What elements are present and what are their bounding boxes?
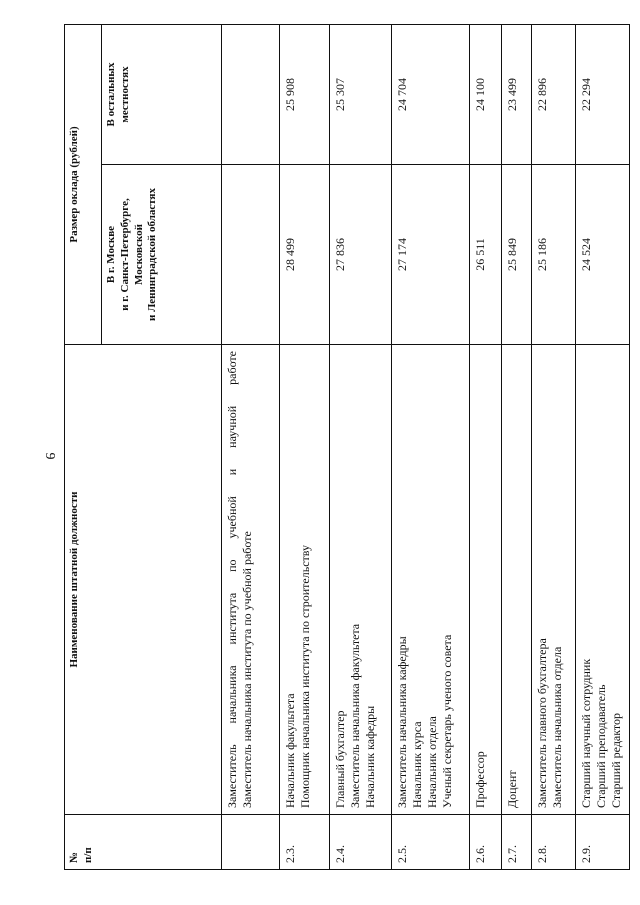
header-salary-moscow: В г. Москве и г. Санкт-Петербурге, Московской и Ленинградской областях (102, 165, 222, 345)
header-salary-group: Размер оклада (рублей) (65, 24, 102, 344)
header-position: Наименование штатной должности (65, 345, 222, 815)
salary-other: 25 908 (280, 24, 330, 164)
position-cell (532, 345, 576, 815)
table-row (330, 24, 392, 869)
row-number: 2.6. (470, 815, 502, 870)
salary-table (64, 24, 630, 870)
header-row-1 (65, 24, 102, 869)
position-name: Заместитель главного бухгалтера (535, 638, 549, 808)
position-name: Начальник курса (410, 721, 424, 808)
salary-moscow: 28 499 (280, 165, 330, 345)
position-name: Главный бухгалтер (333, 710, 347, 808)
row-number: 2.5. (392, 815, 470, 870)
position-cell (280, 345, 330, 815)
table-row (502, 24, 532, 869)
position-name: Заместитель начальника кафедры (395, 636, 409, 808)
position-name: Начальник кафедры (363, 705, 377, 808)
table-row (470, 24, 502, 869)
page-number: 9 (42, 452, 57, 460)
position-name: Заместитель начальника факультета (348, 623, 362, 808)
salary-other: 24 704 (392, 24, 470, 164)
position-name: Профессор (473, 751, 487, 808)
position-name: Доцент (505, 770, 519, 808)
position-name: Помощник начальника института по строительству (298, 544, 312, 808)
salary-other: 24 100 (470, 24, 502, 164)
position-name: Заместитель начальника института по учебной работе (240, 531, 254, 808)
position-name: Заместитель начальника отдела (550, 646, 564, 808)
salary-moscow: 26 511 (470, 165, 502, 345)
row-number: 2.4. (330, 815, 392, 870)
position-name: Заместитель начальника института по учебной и научной работе (225, 351, 239, 808)
position-name: Старший редактор (609, 712, 623, 808)
header-num: № п/п (65, 815, 222, 870)
table-row (576, 24, 630, 869)
position-cell (392, 345, 470, 815)
salary-moscow: 24 524 (576, 165, 630, 345)
salary-moscow: 25 186 (532, 165, 576, 345)
position-cell (470, 345, 502, 815)
position-cell (330, 345, 392, 815)
row-number (222, 815, 280, 870)
row-number: 2.3. (280, 815, 330, 870)
table-row (392, 24, 470, 869)
position-cell (576, 345, 630, 815)
row-number: 2.9. (576, 815, 630, 870)
salary-other: 25 307 (330, 24, 392, 164)
salary-moscow: 25 849 (502, 165, 532, 345)
row-number: 2.7. (502, 815, 532, 870)
salary-other: 22 294 (576, 24, 630, 164)
salary-other: 23 499 (502, 24, 532, 164)
position-name: Начальник факультета (283, 693, 297, 808)
position-name: Старший преподаватель (594, 684, 608, 808)
salary-other (222, 24, 280, 164)
salary-moscow (222, 165, 280, 345)
salary-moscow: 27 836 (330, 165, 392, 345)
table-row (532, 24, 576, 869)
salary-moscow: 27 174 (392, 165, 470, 345)
header-salary-other: В остальных местностях (102, 24, 222, 164)
table-row (280, 24, 330, 869)
table-row (222, 24, 280, 869)
position-name: Старший научный сотрудник (579, 658, 593, 808)
position-name: Начальник отдела (425, 716, 439, 808)
salary-other: 22 896 (532, 24, 576, 164)
position-name: Ученый секретарь ученого совета (440, 634, 454, 808)
position-cell (502, 345, 532, 815)
position-cell (222, 345, 280, 815)
row-number: 2.8. (532, 815, 576, 870)
